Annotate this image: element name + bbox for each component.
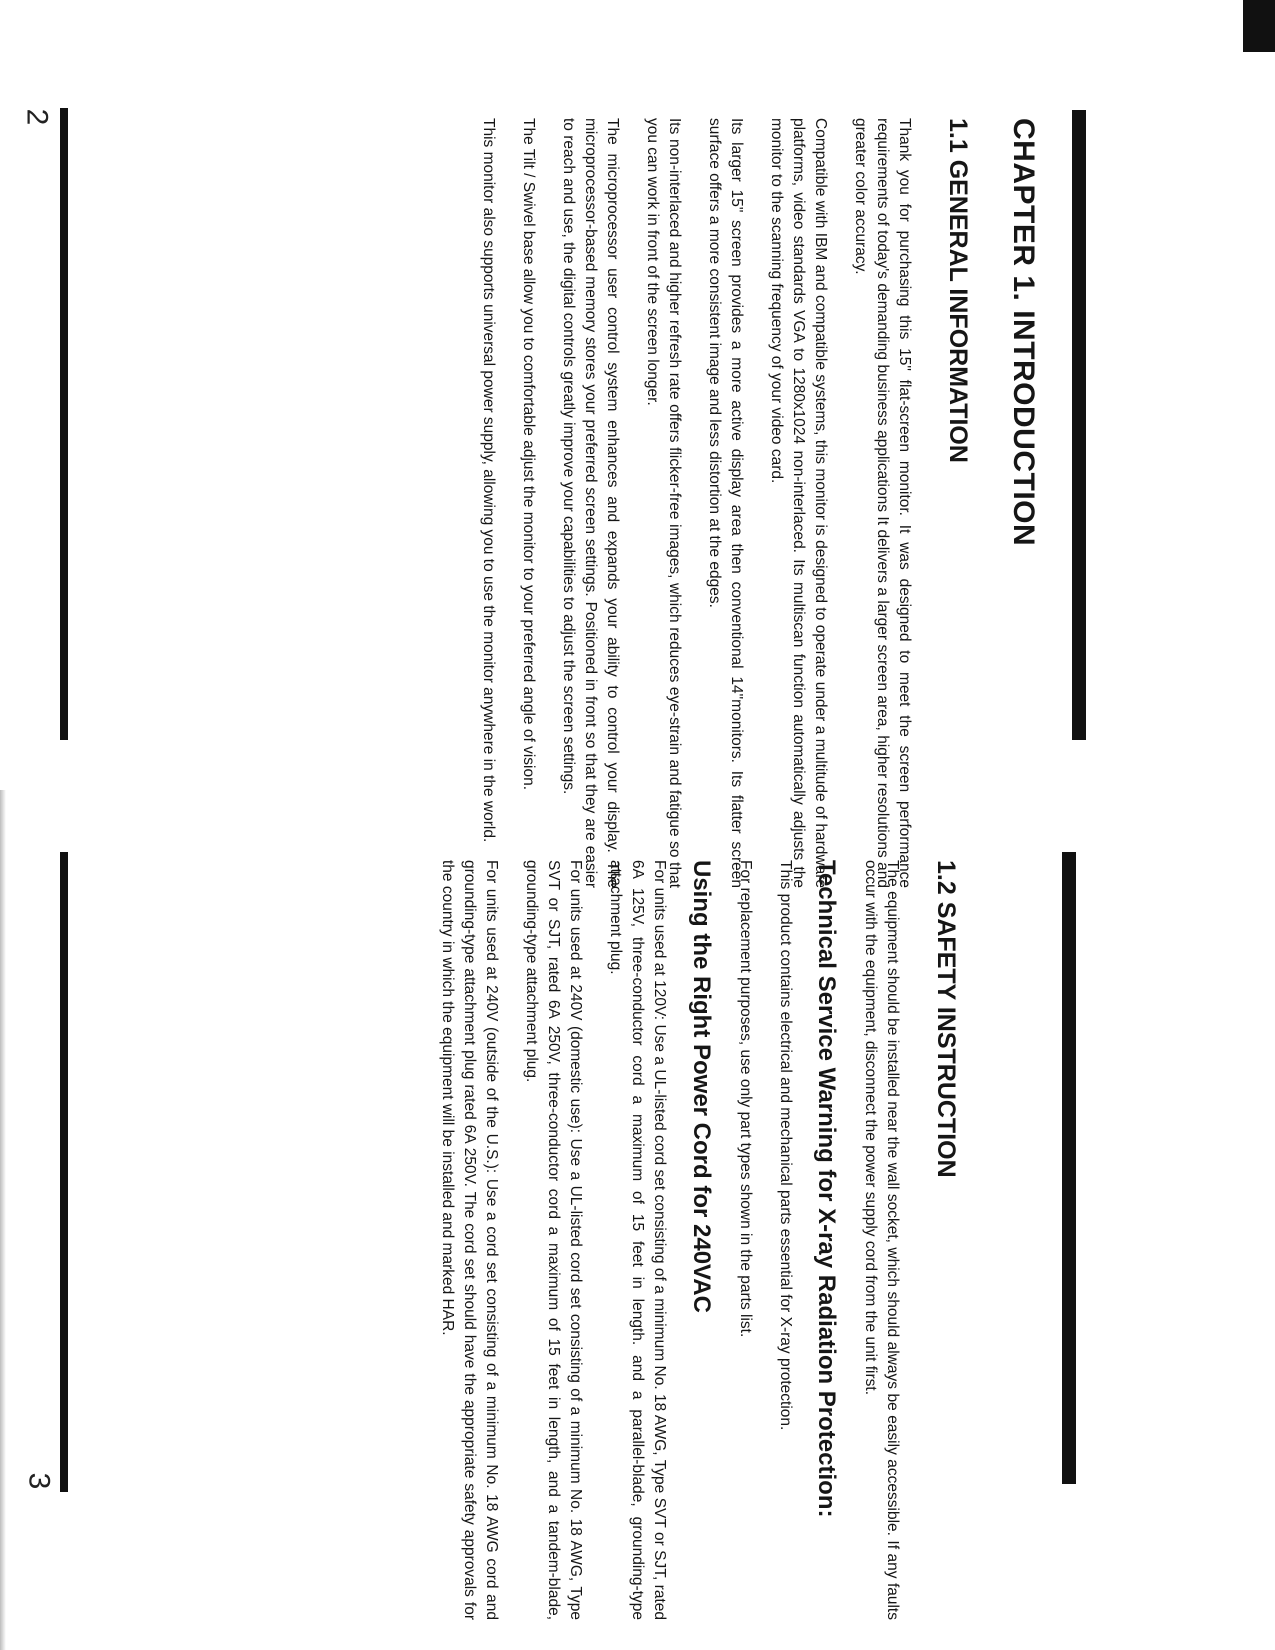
scan-shadow: [0, 790, 6, 1650]
section-title-general: 1.1 GENERAL INFORMATION: [944, 118, 972, 463]
left-page-top-rule: [1072, 110, 1086, 740]
power-cord-heading: Using the Right Power Cord for 240VAC: [687, 860, 715, 1313]
paragraph: Its larger 15" screen provides a more active display area then conventional 14"monitors. Its flatter screen surface offers a more consistent image and less distortion at the edges.: [706, 118, 745, 888]
paragraph: Compatible with IBM and compatible systems, this monitor is designed to operate under a multitude of hardware platforms, video standards VGA to 1280x1024 non-interlaced. Its multiscan function automatically adjusts the monitor to the scanning frequency of your video card.: [768, 118, 829, 888]
chapter-title: CHAPTER 1. INTRODUCTION: [1007, 118, 1040, 547]
paragraph: For replacement purposes, use only part types shown in the parts list.: [736, 860, 754, 1338]
right-page-bottom-rule: [60, 852, 68, 1492]
left-page-bottom-rule: [60, 108, 68, 740]
right-page: [418, 860, 960, 1620]
paragraph: The equipment should be installed near the wall socket, which should always be easily accessible. If any faults occur with the equipment, disconnect the power supply cord from the unit first.: [862, 860, 901, 1620]
paragraph: This product contains electrical and mechanical parts essential for X-ray protection.: [776, 860, 794, 1431]
paragraph: The Tilt / Swivel base allow you to comfortable adjust the monitor to your preferred angle of vision.: [520, 118, 537, 791]
page-number-left: 2: [20, 108, 54, 126]
paragraph: For units used at 240V (outside of the U.S.): Use a cord set consisting of a minimum No. 18 AWG cord and grounding-type attachment plug rated 6A 250V. The cord set should have the appropriate safety approvals for the country in which the equipment will be installed and marked HAR.: [439, 860, 501, 1620]
left-page: [459, 118, 1040, 888]
paragraph: Its non-interlaced and higher refresh rate offers flicker-free images, which reduces eye-strain and fatigue so that you can work in front of the screen longer.: [644, 118, 683, 888]
section-title-safety: 1.2 SAFETY INSTRUCTION: [932, 860, 960, 1178]
scan-edge-mark: [1243, 0, 1275, 52]
paragraph: Thank you for purchasing this 15" flat-screen monitor. It was designed to meet the screen performance requirements of today's demanding business applications It delivers a larger screen area, higher resolutions and greater color accuracy.: [852, 118, 913, 888]
paragraph: For units used at 240V (domestic use): Use a UL-listed cord set consisting of a minimum No. 18 AWG, Type SVT or SJT, rated 6A 250V, three-conductor cord a maximum of 15 feet in length, and a tandem-blade, grounding-type attachment plug.: [523, 860, 585, 1620]
page-number-right: 3: [22, 1472, 56, 1490]
paragraph: This monitor also supports universal power supply, allowing you to use the monitor anywhere in the world.: [480, 118, 497, 843]
right-page-top-rule: [1062, 852, 1076, 1484]
paragraph: The microprocessor user control system enhances and expands your ability to control your display. The microprocessor-based memory stores your preferred screen settings. Positioned in front so that they are easier to reach and use, the digital controls greatly improve your capabilities to adjust the screen settings.: [560, 118, 621, 888]
xray-warning-heading: Technical Service Warning for X-ray Radiation Protection:: [813, 860, 840, 1518]
paragraph: For units used at 120V: Use a UL-listed cord set consisting of a minimum No. 18 AWG, Type SVT or SJT, rated 6A 125V, three-conductor cord a maximum of 15 feet in length. and a parallel-blade, grounding-type attachment plug.: [607, 860, 669, 1620]
